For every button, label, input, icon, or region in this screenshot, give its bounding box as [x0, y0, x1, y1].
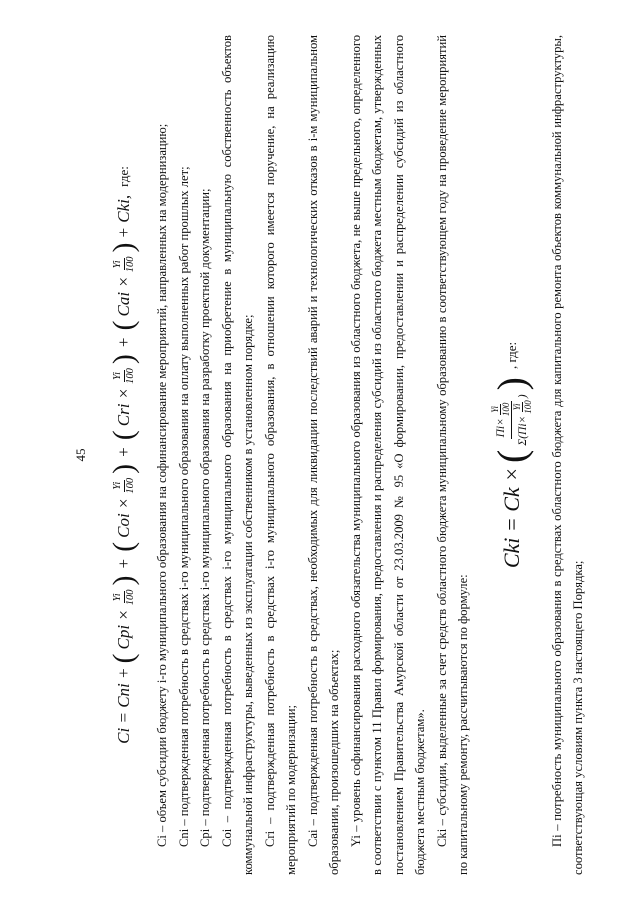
formula-cki-fraction: Пi× Yi 100 Σ(Пi× Yi 100 ) [490, 394, 533, 446]
paragraph-cai: Cai – подтвержденная потребность в средствах, необходимых для ликвидации последствий аварий и технологических отказов в i-м муниципальном образовании, произошедших на объектах; [305, 35, 341, 875]
paragraph-ci: Ci – объем субсидии бюджету i-го муниципального образования на софинансирование мероприятий, направленных на модернизацию; [155, 123, 169, 847]
formula-ci-term1: Cpi × [114, 609, 134, 650]
formula-cki: Cki = Ck × ( Пi× Yi 100 Σ(Пi× Yi 100 ) ) , где: [488, 341, 534, 569]
paragraph-coi: Coi – подтвержденная потребность в средствах i-го муниципального образования на приобретение в муниципальную собственность объектов коммунальной инфраструктуры, выведенных из эксплуатации собственником в установленном порядке; [219, 35, 255, 875]
formula-ci-term4: Cai × [114, 276, 134, 317]
fraction: Yi 100 [111, 589, 136, 606]
paragraph-cki: Cki – субсидии, выделенные за счет средств областного бюджета муниципальному образованию в соответствующем году на проведение мероприятий по капитальному ремонту, рассчитываются по формуле: [434, 35, 470, 875]
paragraph-cri: Cri – подтвержденная потребность в средствах i-го муниципального образования, в отношении которого имеется поручение, на реализацию мероприятий по модернизации; [262, 35, 298, 875]
formula-ci-tail: где: [116, 166, 132, 187]
formula-ci: Ci = Cni + ( Cpi × Yi 100 ) + ( Coi × Yi 100 ) + ( Cri × Yi 100 ) + ( Cai × Yi 100 ) + Cki, где: [107, 166, 140, 744]
fraction: Yi 100 [111, 368, 136, 384]
paragraph-pi: Пi – потребность муниципального образования в средствах областного бюджета для капитального ремонта объектов коммунальной инфраструктуры, соответствующая условиям пункта 3 настоящего Порядка; [549, 35, 585, 875]
paragraph-yi: Yi – уровень софинансирования расходного обязательства муниципального образования из областного бюджета, не выше предельного, определенного в соответствии с пунктом 11 Правил формирования, предоставления и распределения субсидий из областного бюджета местным бюджетам, утвержденных постановлением Правительства Амурской области от 23.03.2009 № 95 «О формировании, предоставлении и распределении субсидий из областного бюджета местным бюджетам». [348, 35, 427, 875]
rotated-page-content [70, 35, 610, 875]
formula-ci-term3: Cri × [114, 387, 134, 427]
paragraph-cni: Cni – подтвержденная потребность в средствах i-го муниципального образования на оплату выполненных работ прошлых лет; [176, 166, 191, 847]
paragraph-cpi: Cpi – подтвержденная потребность в средствах i-го муниципального образования на разработку проектной документации; [198, 188, 212, 847]
formula-ci-end: + Cki, [114, 194, 134, 239]
formula-ci-lhs: Ci = Cni + [114, 667, 134, 744]
paren-open: ( [107, 653, 140, 664]
formula-cki-tail: , где: [503, 341, 519, 370]
fraction: Yi 100 [111, 477, 136, 494]
fraction: Yi 100 [111, 256, 136, 273]
formula-ci-term2: Coi × [114, 497, 134, 538]
page-number: 45 [73, 448, 88, 462]
formula-cki-lhs: Cki = Ck × [498, 466, 524, 569]
